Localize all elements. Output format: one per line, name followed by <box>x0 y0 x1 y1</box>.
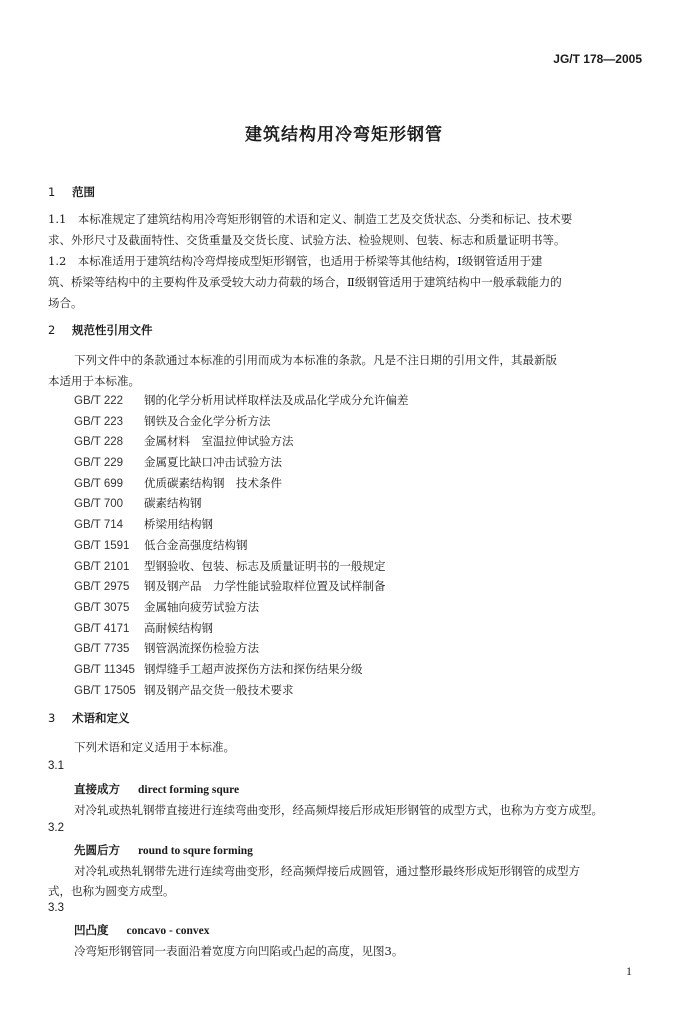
reference-item <box>74 661 409 682</box>
term-heading <box>74 842 253 858</box>
reference-title: 型钢验收、包装、标志及质量证明书的一般规定 <box>144 558 386 573</box>
document-title: 建筑结构用冷弯矩形钢管 <box>245 125 443 145</box>
reference-title: 金属材料 室温拉伸试验方法 <box>144 434 294 449</box>
reference-title: 高耐候结构钢 <box>144 620 213 635</box>
clause-1-2-line-1 <box>48 251 542 271</box>
section-2-intro-line-1: 下列文件中的条款通过本标准的引用而成为本标准的条款。凡是不注日期的引用文件，其最新版 <box>74 353 557 367</box>
clause-1-2-line-2: 筑、桥梁等结构中的主要构件及承受较大动力荷载的场合，Ⅱ级钢管适用于建筑结构中一般承载能力的 <box>48 275 562 289</box>
reference-item <box>74 640 409 661</box>
reference-code: GB/T 229 <box>74 457 124 470</box>
reference-title: 钢及钢产品 力学性能试验取样位置及试样制备 <box>144 579 386 594</box>
clause-1-1-line-1 <box>48 209 572 229</box>
reference-code: GB/T 7735 <box>74 643 130 656</box>
reference-code: GB/T 4171 <box>74 622 130 635</box>
reference-code: GB/T 11345 <box>74 663 135 676</box>
reference-title: 碳素结构钢 <box>144 496 202 511</box>
reference-item <box>74 599 409 620</box>
reference-item <box>74 578 409 599</box>
term-heading <box>74 781 239 797</box>
clause-text: 本标准规定了建筑结构用冷弯矩形钢管的术语和定义、制造工艺及交货状态、分类和标记、技术要 <box>77 212 573 226</box>
reference-code: GB/T 714 <box>74 519 124 532</box>
reference-code: GB/T 2101 <box>74 560 130 573</box>
reference-item <box>74 516 409 537</box>
reference-title: 钢管涡流探伤检验方法 <box>144 641 259 656</box>
reference-item <box>74 454 409 475</box>
reference-code: GB/T 1591 <box>74 539 130 552</box>
reference-item <box>74 558 409 579</box>
section-3-heading <box>48 710 130 726</box>
normative-references-list <box>74 392 409 702</box>
reference-title: 钢及钢产品交货一般技术要求 <box>144 682 294 697</box>
reference-item <box>74 682 409 703</box>
section-2-heading <box>48 322 153 338</box>
reference-title: 桥梁用结构钢 <box>144 517 213 532</box>
term-definition-line-1: 对冷轧或热轧钢带直接进行连续弯曲变形，经高频焊接后形成矩形钢管的成型方式，也称为方变方成型。 <box>74 803 603 817</box>
term-number: 3.1 <box>48 760 64 772</box>
term-number: 3.2 <box>48 822 64 834</box>
reference-code: GB/T 17505 <box>74 684 136 697</box>
reference-code: GB/T 223 <box>74 415 124 428</box>
reference-item <box>74 433 409 454</box>
reference-code: GB/T 3075 <box>74 601 130 614</box>
reference-code: GB/T 222 <box>74 395 124 407</box>
reference-item <box>74 413 409 434</box>
clause-number: 1.1 <box>48 212 67 226</box>
section-1-heading <box>48 184 95 200</box>
reference-code: GB/T 700 <box>74 498 124 511</box>
reference-item <box>74 620 409 641</box>
reference-title: 钢铁及合金化学分析方法 <box>144 413 271 428</box>
section-title: 范围 <box>72 185 95 199</box>
reference-title: 低合金高强度结构钢 <box>144 537 248 552</box>
section-title: 术语和定义 <box>72 711 130 725</box>
section-2-intro-line-2: 本适用于本标准。 <box>48 374 140 388</box>
reference-title: 金属夏比缺口冲击试验方法 <box>144 455 282 470</box>
clause-text: 本标准适用于建筑结构冷弯焊接成型矩形钢管，也适用于桥梁等其他结构，Ⅰ级钢管适用于建 <box>77 254 543 268</box>
reference-item <box>74 537 409 558</box>
section-number: 2 <box>48 323 56 337</box>
reference-code: GB/T 2975 <box>74 581 130 594</box>
reference-item <box>74 495 409 516</box>
section-number: 3 <box>48 711 56 725</box>
clause-number: 1.2 <box>48 254 67 268</box>
term-heading <box>74 922 210 938</box>
reference-title: 优质碳素结构钢 技术条件 <box>144 475 282 490</box>
term-definition-line-2: 式，也称为圆变方成型。 <box>48 884 175 898</box>
reference-code: GB/T 228 <box>74 436 124 449</box>
term-english: direct forming squre <box>138 784 240 796</box>
clause-1-2-line-3: 场合。 <box>48 296 83 310</box>
clause-1-1-line-2: 求、外形尺寸及截面特性、交货重量及交货长度、试验方法、检验规则、包装、标志和质量证明书等。 <box>48 233 566 247</box>
section-title: 规范性引用文件 <box>72 323 153 337</box>
term-definition-line-1: 冷弯矩形钢管同一表面沿着宽度方向凹陷或凸起的高度，见图3。 <box>74 944 404 958</box>
reference-title: 钢的化学分析用试样取样法及成品化学成分允许偏差 <box>144 393 409 407</box>
reference-item <box>74 475 409 496</box>
term-chinese: 凹凸度 <box>74 923 109 937</box>
reference-item <box>74 392 409 413</box>
reference-code: GB/T 699 <box>74 477 124 490</box>
term-english: concavo - convex <box>126 925 210 937</box>
term-chinese: 直接成方 <box>74 782 120 796</box>
reference-title: 钢焊缝手工超声波探伤方法和探伤结果分级 <box>144 661 363 676</box>
term-english: round to squre forming <box>138 845 253 857</box>
term-chinese: 先圆后方 <box>74 843 120 857</box>
term-number: 3.3 <box>48 902 64 914</box>
section-3-intro: 下列术语和定义适用于本标准。 <box>74 740 235 754</box>
page-number: 1 <box>626 964 632 978</box>
term-definition-line-1: 对冷轧或热轧钢带先进行连续弯曲变形，经高频焊接后成圆管，通过整形最终形成矩形钢管的成型方 <box>74 864 580 878</box>
reference-title: 金属轴向疲劳试验方法 <box>144 599 259 614</box>
standard-code: JG/T 178—2005 <box>553 52 642 66</box>
section-number: 1 <box>48 185 56 199</box>
